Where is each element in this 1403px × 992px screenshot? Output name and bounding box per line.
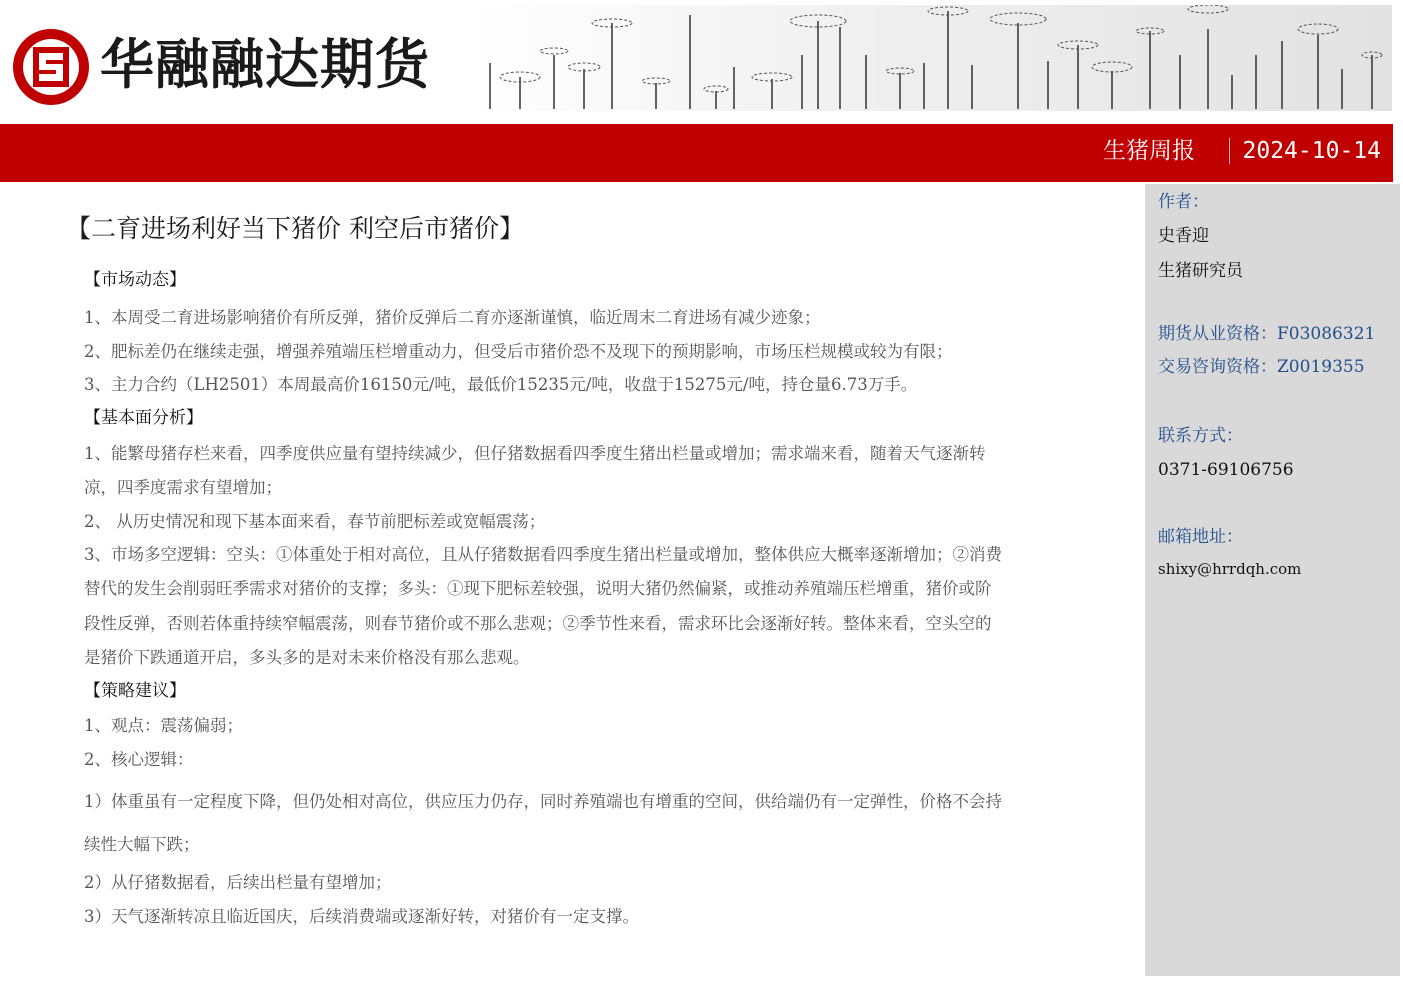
email-address[interactable]: shixy@hrrdqh.com: [1158, 560, 1302, 578]
body-line: 3）天气逐渐转凉且临近国庆，后续消费端或逐渐好转，对猪价有一定支撑。: [84, 907, 639, 926]
body-line: 2、 从历史情况和现下基本面来看，春节前肥标差或宽幅震荡；: [84, 512, 546, 531]
decorative-banner: [472, 5, 1392, 111]
body-line: 2、核心逻辑：: [84, 750, 194, 769]
body-line: 1）体重虽有一定程度下降，但仍处相对高位，供应压力仍存，同时养殖端也有增重的空间，供给端仍有一定弹性，价格不会持: [84, 792, 1002, 811]
author-name: 史香迎: [1158, 226, 1209, 246]
body-line: 1、能繁母猪存栏来看，四季度供应量有望持续减少，但仔猪数据看四季度生猪出栏量或增加；需求端来看，随着天气逐渐转: [84, 444, 986, 463]
body-line: 3、市场多空逻辑：空头：①体重处于相对高位，且从仔猪数据看四季度生猪出栏量或增加，整体供应大概率逐渐增加；②消费: [84, 545, 1002, 564]
contact-label: 联系方式：: [1158, 426, 1243, 446]
body-line: 2）从仔猪数据看，后续出栏量有望增加；: [84, 873, 392, 892]
email-label: 邮箱地址：: [1158, 527, 1243, 547]
section-heading-fundamentals: 【基本面分析】: [84, 408, 203, 428]
advisory-qualification: 交易咨询资格：Z0019355: [1158, 357, 1365, 377]
body-line: 是猪价下跌通道开启，多头多的是对未来价格没有那么悲观。: [84, 648, 530, 667]
body-line: 2、肥标差仍在继续走强，增强养殖端压栏增重动力，但受后市猪价恐不及现下的预期影响，市场压栏规模或较为有限；: [84, 342, 953, 361]
author-title: 生猪研究员: [1158, 261, 1243, 281]
banner-divider: [1229, 138, 1230, 164]
body-line: 续性大幅下跌；: [84, 835, 200, 854]
report-banner: [0, 124, 1393, 182]
body-line: 1、观点：震荡偏弱；: [84, 716, 243, 735]
section-heading-market: 【市场动态】: [84, 270, 186, 290]
company-logo-icon: [10, 26, 92, 108]
body-line: 1、本周受二育进场影响猪价有所反弹，猪价反弹后二育亦逐渐谨慎，临近周末二育进场有减少迹象；: [84, 308, 821, 327]
futures-qualification: 期货从业资格：F03086321: [1158, 324, 1376, 344]
body-line: 凉，四季度需求有望增加；: [84, 478, 282, 497]
body-line: 替代的发生会削弱旺季需求对猪价的支撑；多头：①现下肥标差较强，说明大猪仍然偏紧，或推动养殖端压栏增重，猪价或阶: [84, 579, 992, 598]
report-body: [0, 184, 1140, 984]
report-date: 2024-10-14: [1242, 138, 1381, 164]
author-label: 作者：: [1158, 192, 1209, 212]
report-type: 生猪周报: [1103, 138, 1195, 164]
body-line: 段性反弹，否则若体重持续窄幅震荡，则春节猪价或不那么悲观；②季节性来看，需求环比会逐渐好转。整体来看，空头空的: [84, 614, 992, 633]
author-sidebar: [1145, 184, 1400, 976]
company-name: 华融融达期货: [100, 33, 430, 96]
section-heading-strategy: 【策略建议】: [84, 681, 186, 701]
body-line: 3、主力合约（LH2501）本周最高价16150元/吨，最低价15235元/吨，收盘于15275元/吨，持仓量6.73万手。: [84, 375, 918, 394]
report-title: 【二育进场利好当下猪价 利空后市猪价】: [66, 214, 524, 243]
contact-phone: 0371-69106756: [1158, 460, 1294, 480]
report-header: [0, 0, 1403, 124]
